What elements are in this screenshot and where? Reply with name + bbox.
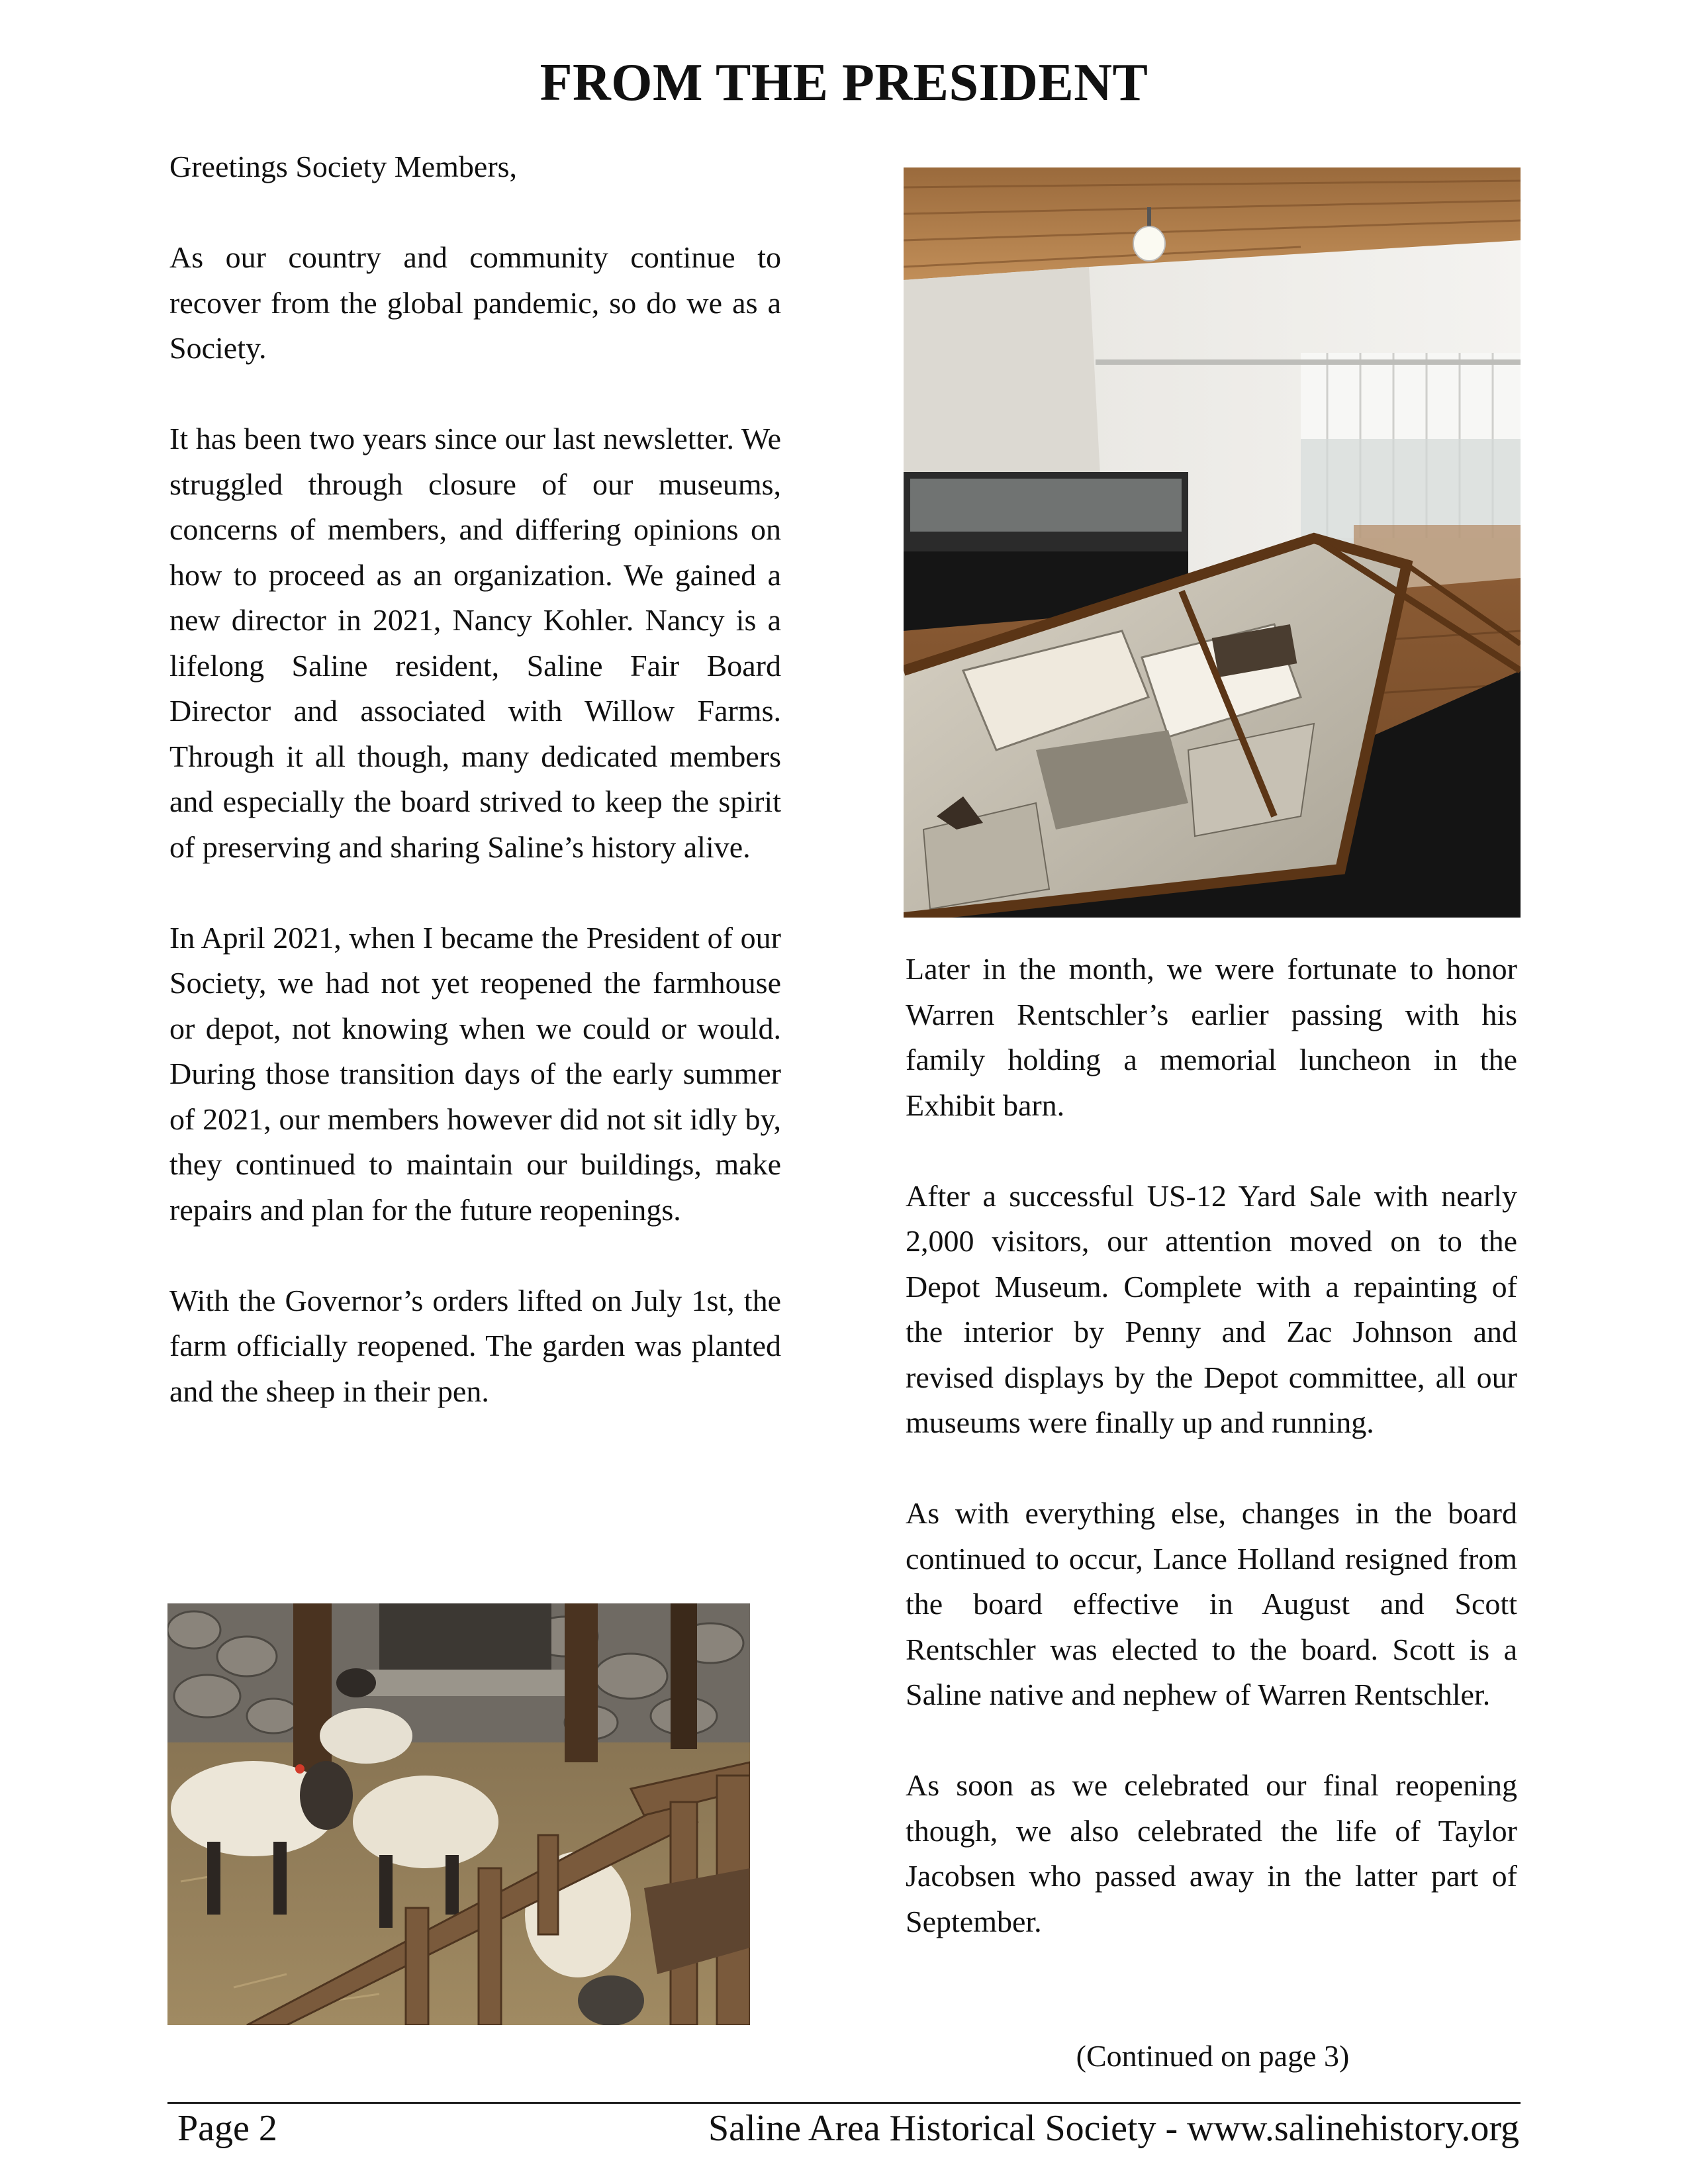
continued-note-text: (Continued on page 3) xyxy=(1076,2039,1350,2073)
footer-rule xyxy=(167,2102,1521,2104)
publication-footer: Saline Area Historical Society - www.salinehistory.org xyxy=(708,2108,1519,2149)
museum-display-photo xyxy=(904,167,1521,918)
continued-note xyxy=(906,2034,1517,2079)
page-title: FROM THE PRESIDENT xyxy=(539,54,1149,112)
paragraph-two-years: It has been two years since our last newsletter. We struggled through closure of our museums, concerns of members, and differing opinions on how to proceed as an organization. We gained a new director in 2021, Nancy Kohler. Nancy is a lifelong Saline resident, Saline Fair Board Director and associated with Willow Farms. Through it all though, many dedicated members and especially the board strived to keep the spirit of preserving and sharing Saline’s history alive. xyxy=(169,422,781,864)
paragraph-april-2021: In April 2021, when I became the President of our Society, we had not yet reopened the farmhouse or depot, not knowing when we could or would. During those transition days of the early summer of 2021, our members however did not sit idly by, they continued to maintain our buildings, make repairs and plan for the future reopenings. xyxy=(169,920,781,1227)
paragraph-yard-sale: After a successful US-12 Yard Sale with nearly 2,000 visitors, our attention moved on to the Depot Museum. Complete with a repainting of the interior by Penny and Zac Johnson and revised displays by the Depot committee, all our museums were finally up and running. xyxy=(906,1178,1517,1439)
paragraph-greeting: Greetings Society Members, xyxy=(169,150,518,183)
paragraph-governor-orders: With the Governor’s orders lifted on July 1st, the farm officially reopened. The garden was planted and the sheep in their pen. xyxy=(169,1283,781,1408)
page-number: Page 2 xyxy=(177,2108,277,2149)
paragraph-taylor-jacobsen: As soon as we celebrated our final reopening though, we also celebrated the life of Taylor Jacobsen who passed away in the latter part of September. xyxy=(906,1768,1517,1938)
paragraph-recovery: As our country and community continue to recover from the global pandemic, so do we as a Society. xyxy=(169,240,781,365)
left-column xyxy=(169,144,781,1414)
sheep-pen-photo xyxy=(167,1603,750,2025)
right-column xyxy=(906,947,1517,1944)
paragraph-memorial-luncheon: Later in the month, we were fortunate to honor Warren Rentschler’s earlier passing with his family holding a memorial luncheon in the Exhibit barn. xyxy=(906,952,1517,1122)
paragraph-board-changes: As with everything else, changes in the board continued to occur, Lance Holland resigned from the board effective in August and Scott Rentschler was elected to the board. Scott is a Saline native and nephew of Warren Rentschler. xyxy=(906,1496,1517,1711)
